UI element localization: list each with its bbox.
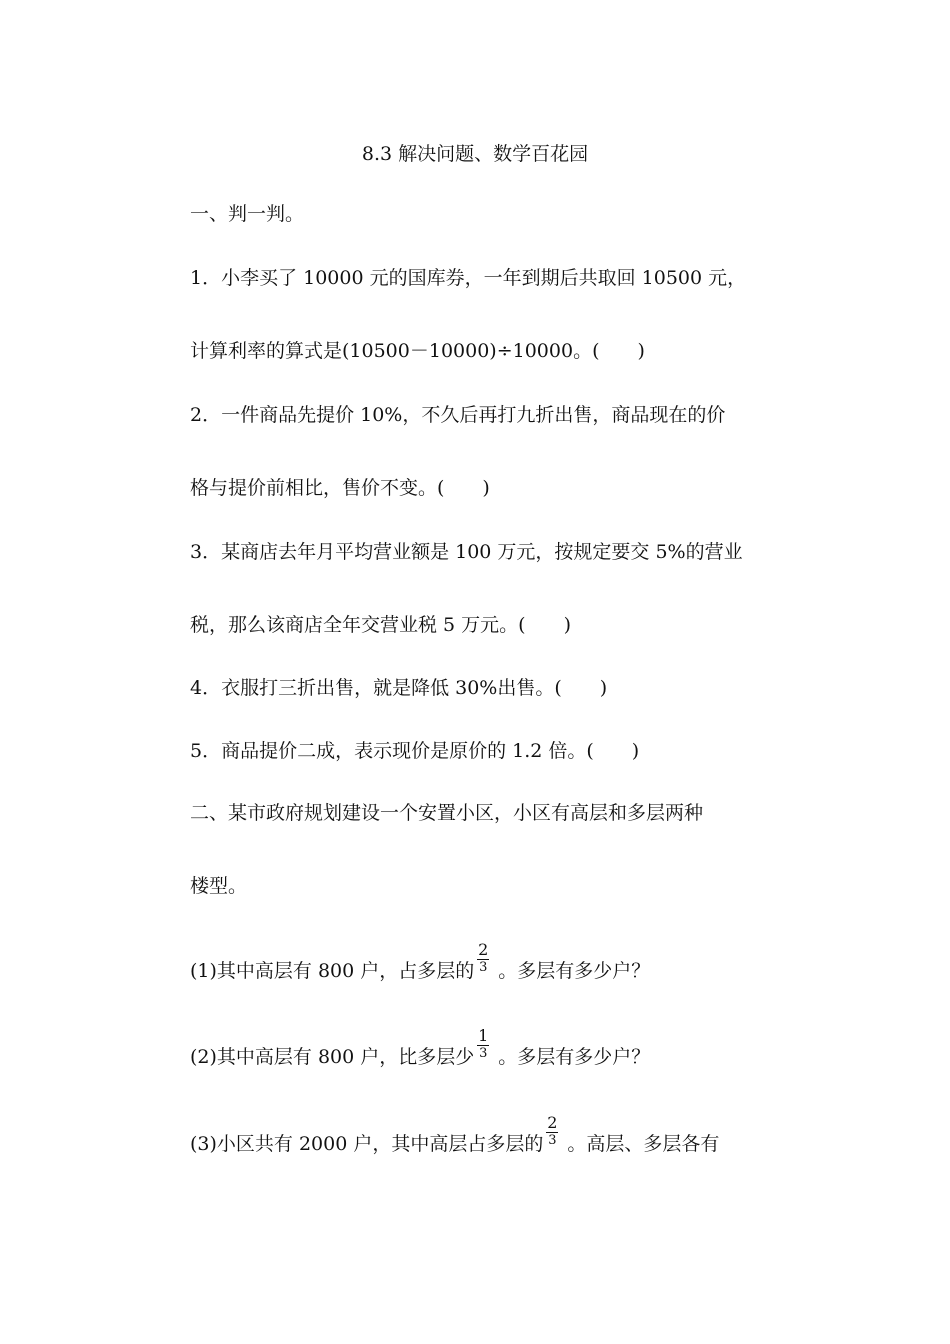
question-2-line-1: 2．一件商品先提价 10%，不久后再打九折出售，商品现在的价	[190, 404, 726, 426]
section2-heading-line-2: 楼型。	[190, 875, 248, 897]
problem-3-text: (3)小区共有 2000 户，其中高层占多层的	[190, 1133, 544, 1155]
problem-2	[190, 1026, 830, 1075]
fraction-numerator: 1	[478, 1026, 489, 1045]
problem-2-text: (2)其中高层有 800 户，比多层少	[190, 1046, 475, 1068]
question-1-line-2: 计算利率的算式是(10500－10000)÷10000。( )	[190, 340, 645, 362]
section2-heading-line-1: 二、某市政府规划建设一个安置小区，小区有高层和多层两种	[190, 802, 704, 824]
page-title: 8.3 解决问题、数学百花园	[361, 143, 589, 165]
fraction-denominator: 3	[479, 960, 488, 975]
question-4: 4．衣服打三折出售，就是降低 30%出售。( )	[190, 677, 608, 699]
fraction-numerator: 2	[478, 940, 489, 959]
question-1-line-1: 1．小李买了 10000 元的国库券，一年到期后共取回 10500 元，	[190, 267, 747, 289]
question-3-line-2: 税，那么该商店全年交营业税 5 万元。( )	[190, 614, 571, 636]
problem-1	[190, 940, 830, 989]
question-2-line-2: 格与提价前相比，售价不变。( )	[190, 477, 490, 499]
problem-2-question: 。多层有多少户？	[498, 1046, 651, 1068]
fraction-denominator: 3	[548, 1133, 557, 1148]
problem-1-text: (1)其中高层有 800 户，占多层的	[190, 960, 475, 982]
problem-3	[190, 1113, 830, 1162]
fraction-numerator: 2	[547, 1113, 558, 1132]
problem-3-question: 。高层、多层各有	[567, 1133, 720, 1155]
question-5: 5．商品提价二成，表示现价是原价的 1.2 倍。( )	[190, 740, 640, 762]
question-3-line-1: 3．某商店去年月平均营业额是 100 万元，按规定要交 5%的营业	[190, 541, 743, 563]
fraction	[476, 1027, 490, 1061]
fraction-denominator: 3	[479, 1046, 488, 1061]
fraction	[545, 1114, 559, 1148]
problem-1-question: 。多层有多少户？	[498, 960, 651, 982]
section1-heading: 一、判一判。	[190, 203, 305, 225]
fraction	[476, 941, 490, 975]
